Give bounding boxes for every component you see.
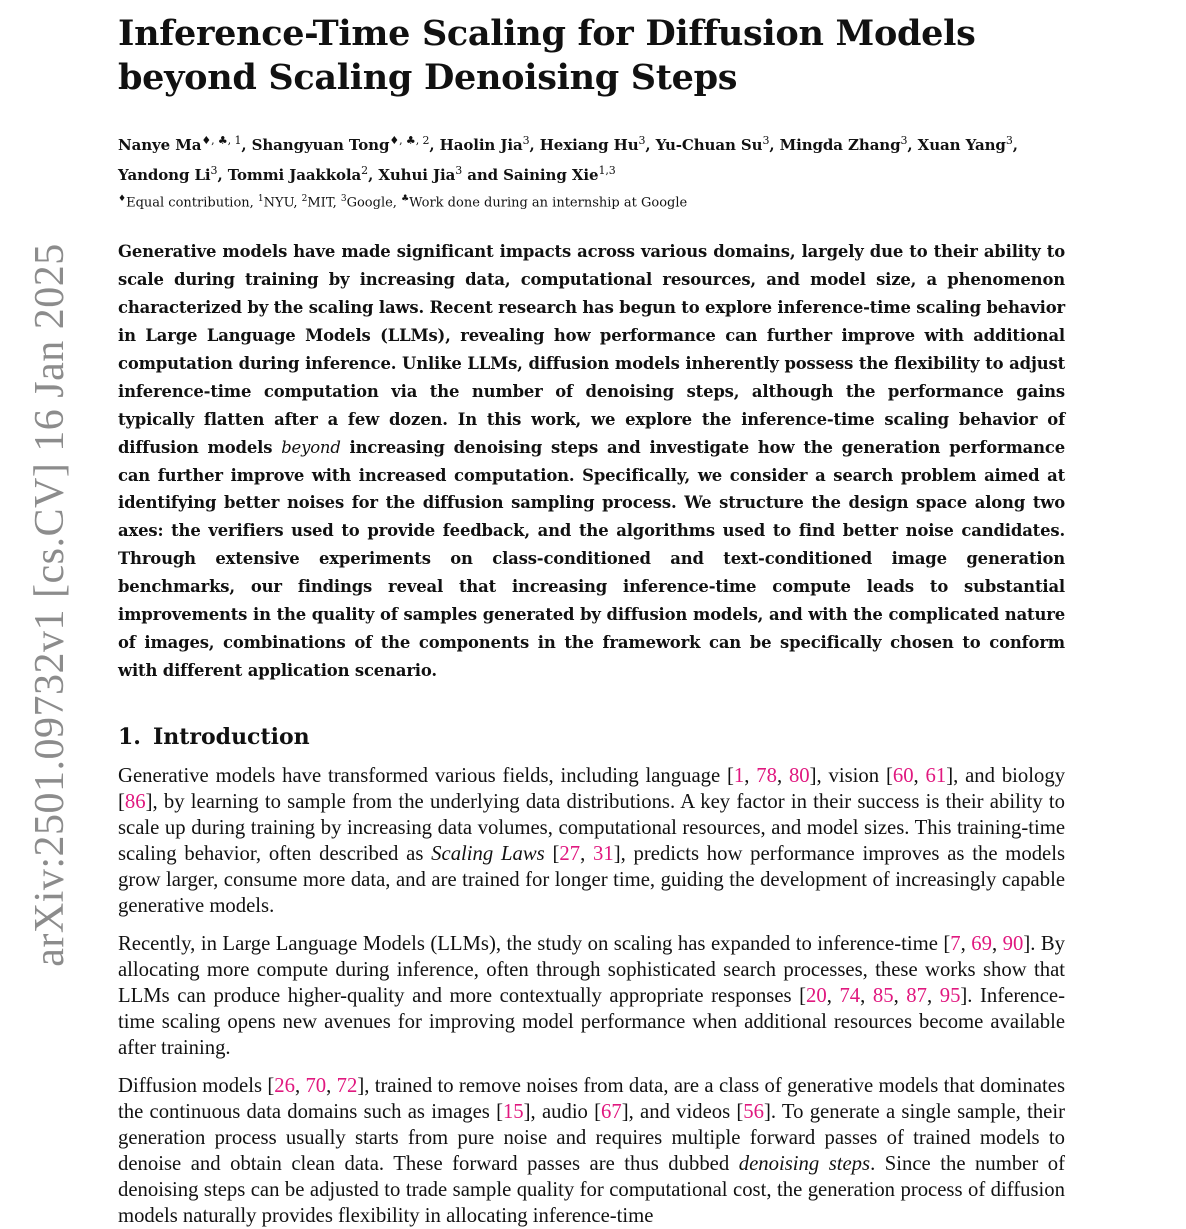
author-name: Mingda Zhang <box>779 136 901 154</box>
author-affiliation-marker: 3 <box>522 134 530 147</box>
citation-link[interactable]: 87 <box>906 984 927 1007</box>
author-name: Yu-Chuan Su <box>655 136 763 154</box>
citation-link[interactable]: 31 <box>593 842 614 865</box>
citation-link[interactable]: 95 <box>939 984 961 1007</box>
abstract-emphasis: beyond <box>281 437 341 457</box>
author-affiliation-marker: 3 <box>455 164 463 177</box>
citation-link[interactable]: 60 <box>892 764 914 787</box>
intro-paragraph: Recently, in Large Language Models (LLMs), the study on scaling has expanded to inference-time [7, 69, 90]. By allocating more compute during inference, often through sophisticated search processes, these works show that LLMs can produce higher-quality and more contextually appropriate responses [20, 74, 85, 87, 95]. Inference-time scaling opens new avenues for improving model performance when additional resources become available after training. <box>118 932 1066 1059</box>
citation-link[interactable]: 86 <box>124 790 146 813</box>
citation-link[interactable]: 70 <box>305 1074 327 1097</box>
author-name: Hexiang Hu <box>539 136 639 154</box>
author-affiliation-marker: 2 <box>361 164 369 177</box>
author-name: Haolin Jia <box>439 136 523 154</box>
author-name: Xuan Yang <box>917 136 1006 154</box>
citation-link[interactable]: 69 <box>971 932 992 955</box>
section-heading-introduction <box>118 723 1065 751</box>
author-name: Shangyuan Tong <box>251 136 390 154</box>
author-name: Saining Xie <box>503 166 599 184</box>
affiliation-marker: ♣ <box>401 194 410 204</box>
citation-link[interactable]: 78 <box>756 764 777 787</box>
abstract-text-1: Generative models have made significant impacts across various domains, largely due to their ability to scale during training by increasing data, computational resources, and model size, a phenomenon characterized by the scaling laws. Recent research has begun to explore inference-time scaling behavior in Large Language Models (LLMs), revealing how performance can further improve with additional computation during inference. Unlike LLMs, diffusion models inherently possess the flexibility to adjust inference-time computation via the number of denoising steps, although the performance gains typically flatten after a few dozen. In this work, we explore the inference-time scaling behavior of diffusion models <box>118 242 1065 457</box>
citation-link[interactable]: 1 <box>733 764 745 787</box>
citation-link[interactable]: 80 <box>788 764 810 787</box>
author-affiliation-marker: ♦, ♣, 2 <box>389 134 430 147</box>
section-number: 1. <box>118 723 141 750</box>
author-affiliation-marker: 1,3 <box>598 164 616 177</box>
author-name: Xuhui Jia <box>378 166 456 184</box>
author-affiliation-marker: 3 <box>1005 134 1013 147</box>
author-name: Yandong Li <box>118 166 211 184</box>
title-line-2: beyond Scaling Denoising Steps <box>118 57 738 98</box>
citation-link[interactable]: 15 <box>502 1100 524 1123</box>
author-line-1: Nanye $Ma^{♦, ♣, 1}$, Shangyuan Tong$^{♦, ♣, 2}$, Haolin Jia$^3$, Hexiang Hu$^3$, Yu-Chuan Su$^3$, Mingda Zhang$^3$, Xuan Yang$^3$, <box>118 134 1018 154</box>
author-affiliation-marker: 3 <box>900 134 908 147</box>
abstract-text-2: increasing denoising steps and investigate how the generation performance can further improve with increased computation. Specifically, we consider a search problem aimed at identifying better noises for the diffusion sampling process. We structure the design space along two axes: the verifiers used to provide feedback, and the algorithms used to find better noise candidates. Through extensive experiments on class-conditioned and text-conditioned image generation benchmarks, our findings reveal that increasing inference-time compute leads to substantial improvements in the quality of samples generated by diffusion models, and with the complicated nature of images, combinations of the components in the framework can be specifically chosen to conform with different application scenario. <box>118 437 1065 680</box>
author-name: Tommi Jaakkola <box>227 166 362 184</box>
affiliations: ♦Equal contribution, $^1$NYU, $^2$MIT, $^3$Google, ♣Work done during an internship at Google <box>118 194 688 211</box>
title-line-1: Inference-Time Scaling for Diffusion Models <box>118 13 976 54</box>
citation-link[interactable]: 74 <box>839 984 861 1007</box>
affiliation-marker: ♦ <box>118 194 127 204</box>
author-affiliation-marker: ♦, ♣, 1 <box>201 134 242 147</box>
citation-link[interactable]: 7 <box>950 932 961 955</box>
arxiv-watermark: arXiv:2501.09732v1 [cs.CV] 16 Jan 2025 <box>27 243 73 967</box>
introduction-body <box>118 763 1065 1229</box>
citation-link[interactable]: 72 <box>336 1074 358 1097</box>
affiliation-marker: 1 <box>257 194 264 204</box>
author-line-2: Yandong Li$^3$, Tommi Jaakkola$^2$, Xuhui Jia$^3$ and Saining Xie$^{1,3}$ <box>118 164 616 184</box>
intro-paragraph: Diffusion models [26, 70, 72], trained to remove noises from data, are a class of generative models that dominates the continuous data domains such as images [15], audio [67], and videos [56]. To generate a single sample, their generation process usually starts from pure noise and requires multiple forward passes of trained models to denoise and obtain clean data. These forward passes are thus dubbed denoising steps. Since the number of denoising steps can be adjusted to trade sample quality for computational cost, the generation process of diffusion models naturally provides flexibility in allocating inference-time <box>118 1074 1066 1227</box>
citation-link[interactable]: 85 <box>872 984 894 1007</box>
citation-link[interactable]: 90 <box>1002 932 1024 955</box>
author-affiliation-marker: 3 <box>638 134 646 147</box>
author-name: Nanye Ma <box>118 136 202 154</box>
affiliation-marker: 2 <box>301 194 308 204</box>
citation-link[interactable]: 26 <box>274 1074 295 1097</box>
author-affiliation-marker: 3 <box>210 164 218 177</box>
abstract <box>118 238 1065 685</box>
citation-link[interactable]: 61 <box>925 764 947 787</box>
citation-link[interactable]: 67 <box>601 1100 622 1123</box>
author-affiliation-marker: 3 <box>762 134 770 147</box>
citation-link[interactable]: 56 <box>743 1100 764 1123</box>
paper-page <box>118 12 1065 1229</box>
section-title: Introduction <box>152 723 310 750</box>
citation-link[interactable]: 27 <box>559 842 581 865</box>
citation-link[interactable]: 20 <box>806 984 827 1007</box>
author-list <box>118 128 1065 188</box>
intro-paragraph: Generative models have transformed various fields, including language [1, 78, 80], vision [60, 61], and biology [86], by learning to sample from the underlying data distributions. A key factor in their success is their ability to scale up during training by increasing data volumes, computational resources, and model sizes. This training-time scaling behavior, often described as Scaling Laws [27, 31], predicts how performance improves as the models grow larger, consume more data, and are trained for longer time, guiding the development of increasingly capable generative models. <box>118 764 1066 917</box>
emphasis-text: Scaling Laws <box>431 842 545 865</box>
affiliation-marker: 3 <box>340 194 347 204</box>
emphasis-text: denoising steps <box>738 1152 871 1175</box>
paper-title <box>118 12 1065 100</box>
